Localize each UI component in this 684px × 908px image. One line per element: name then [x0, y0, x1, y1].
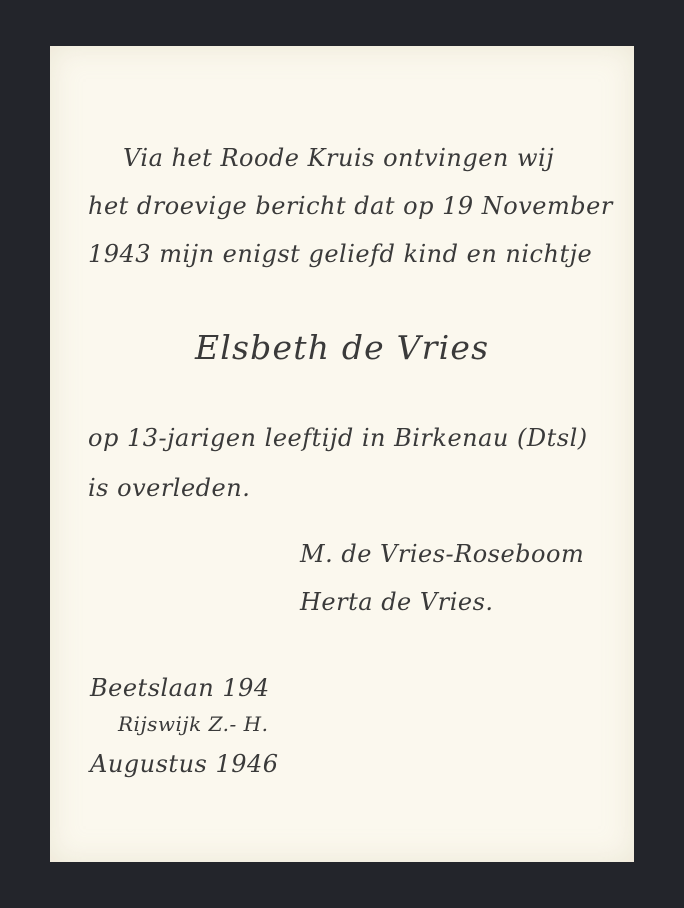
- notice-date: Augustus 1946: [90, 750, 279, 778]
- mourning-card: [50, 46, 634, 862]
- signatory-2: Herta de Vries.: [300, 588, 494, 616]
- death-line-1: op 13-jarigen leeftijd in Birkenau (Dtsl): [88, 424, 588, 452]
- intro-line-2: het droevige bericht dat op 19 November: [88, 192, 613, 220]
- address-city: Rijswijk Z.- H.: [118, 712, 269, 736]
- address-street: Beetslaan 194: [90, 674, 270, 702]
- signatory-1: M. de Vries-Roseboom: [300, 540, 585, 568]
- death-line-2: is overleden.: [88, 474, 251, 502]
- deceased-name: Elsbeth de Vries: [195, 328, 490, 367]
- intro-line-3: 1943 mijn enigst geliefd kind en nichtje: [88, 240, 593, 268]
- intro-line-1: Via het Roode Kruis ontvingen wij: [123, 144, 555, 172]
